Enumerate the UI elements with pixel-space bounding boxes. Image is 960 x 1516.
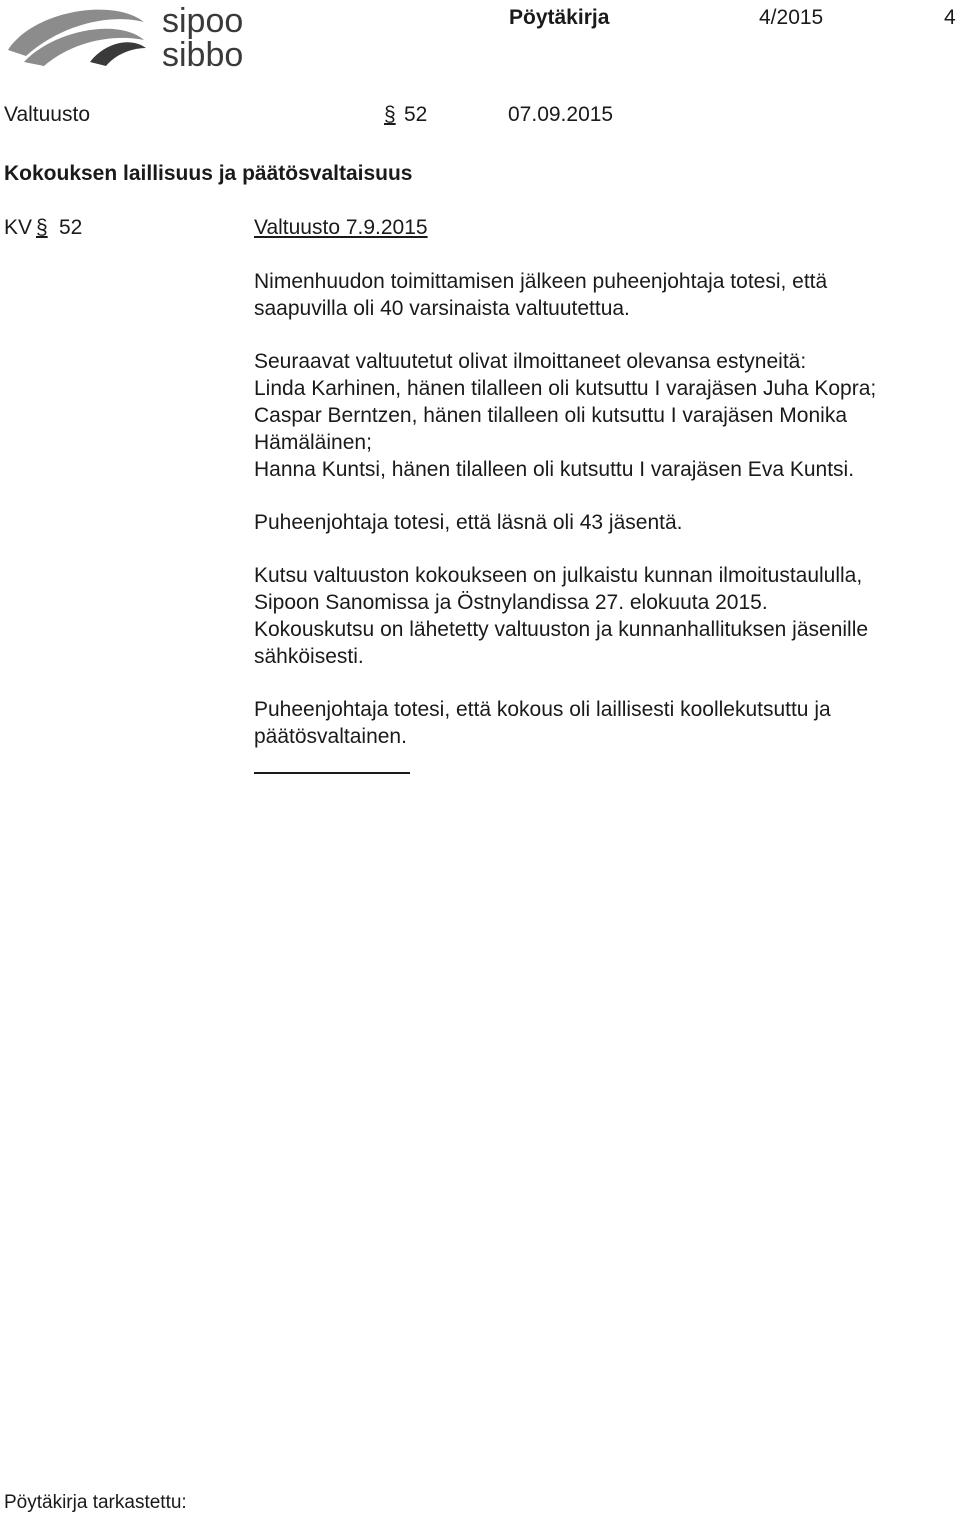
paragraph-line: Sipoon Sanomissa ja Östnylandissa 27. elokuuta 2015.: [254, 591, 768, 614]
section-number: 52: [404, 103, 428, 126]
minutes-body: [254, 268, 954, 750]
section-symbol: §: [384, 103, 396, 126]
logo-mark-icon: [4, 0, 264, 72]
section-title: Kokouksen laillisuus ja päätösvaltaisuus: [4, 162, 413, 185]
paragraph-line: päätösvaltainen.: [254, 725, 407, 748]
meeting-date: 07.09.2015: [508, 103, 614, 126]
kv-section-symbol: §: [36, 216, 48, 239]
paragraph-line: Kokouskutsu on lähetetty valtuuston ja kunnanhallituksen jäsenille: [254, 618, 869, 641]
paragraph-line: saapuvilla oli 40 varsinaista valtuutettua.: [254, 297, 630, 320]
paragraph-line: Hanna Kuntsi, hänen tilalleen oli kutsuttu I varajäsen Eva Kuntsi.: [254, 458, 855, 481]
kv-section-number: 52: [59, 216, 83, 239]
paragraph-line: Seuraavat valtuutetut olivat ilmoittaneet olevansa estyneitä:: [254, 350, 807, 373]
page-number: 4: [944, 6, 956, 29]
paragraph-line: Nimenhuudon toimittamisen jälkeen puheenjohtaja totesi, että: [254, 270, 828, 293]
governing-body: Valtuusto: [4, 103, 90, 126]
paragraph-line: sähköisesti.: [254, 645, 364, 668]
kv-meeting-reference: Valtuusto 7.9.2015: [254, 216, 428, 239]
minutes-checked-label: Pöytäkirja tarkastettu:: [4, 1492, 187, 1513]
logo-text-sipoo: sipoo: [162, 2, 244, 40]
document-number: 4/2015: [759, 6, 824, 29]
kv-label: KV: [4, 216, 33, 239]
document-type: Pöytäkirja: [509, 6, 610, 29]
paragraph-line: Linda Karhinen, hänen tilalleen oli kutsuttu I varajäsen Juha Kopra;: [254, 377, 877, 400]
sipoo-sibbo-logo: [4, 0, 264, 72]
logo-text-sibbo: sibbo: [162, 36, 244, 72]
paragraph-line: Caspar Berntzen, hänen tilalleen oli kutsuttu I varajäsen Monika: [254, 404, 848, 427]
section-end-rule: [254, 772, 410, 774]
paragraph-line: Kutsu valtuuston kokoukseen on julkaistu kunnan ilmoitustaululla,: [254, 564, 863, 587]
paragraph-line: Puheenjohtaja totesi, että kokous oli laillisesti koollekutsuttu ja: [254, 698, 831, 721]
paragraph-line: Hämäläinen;: [254, 431, 372, 454]
paragraph-line: Puheenjohtaja totesi, että läsnä oli 43 jäsentä.: [254, 511, 683, 534]
